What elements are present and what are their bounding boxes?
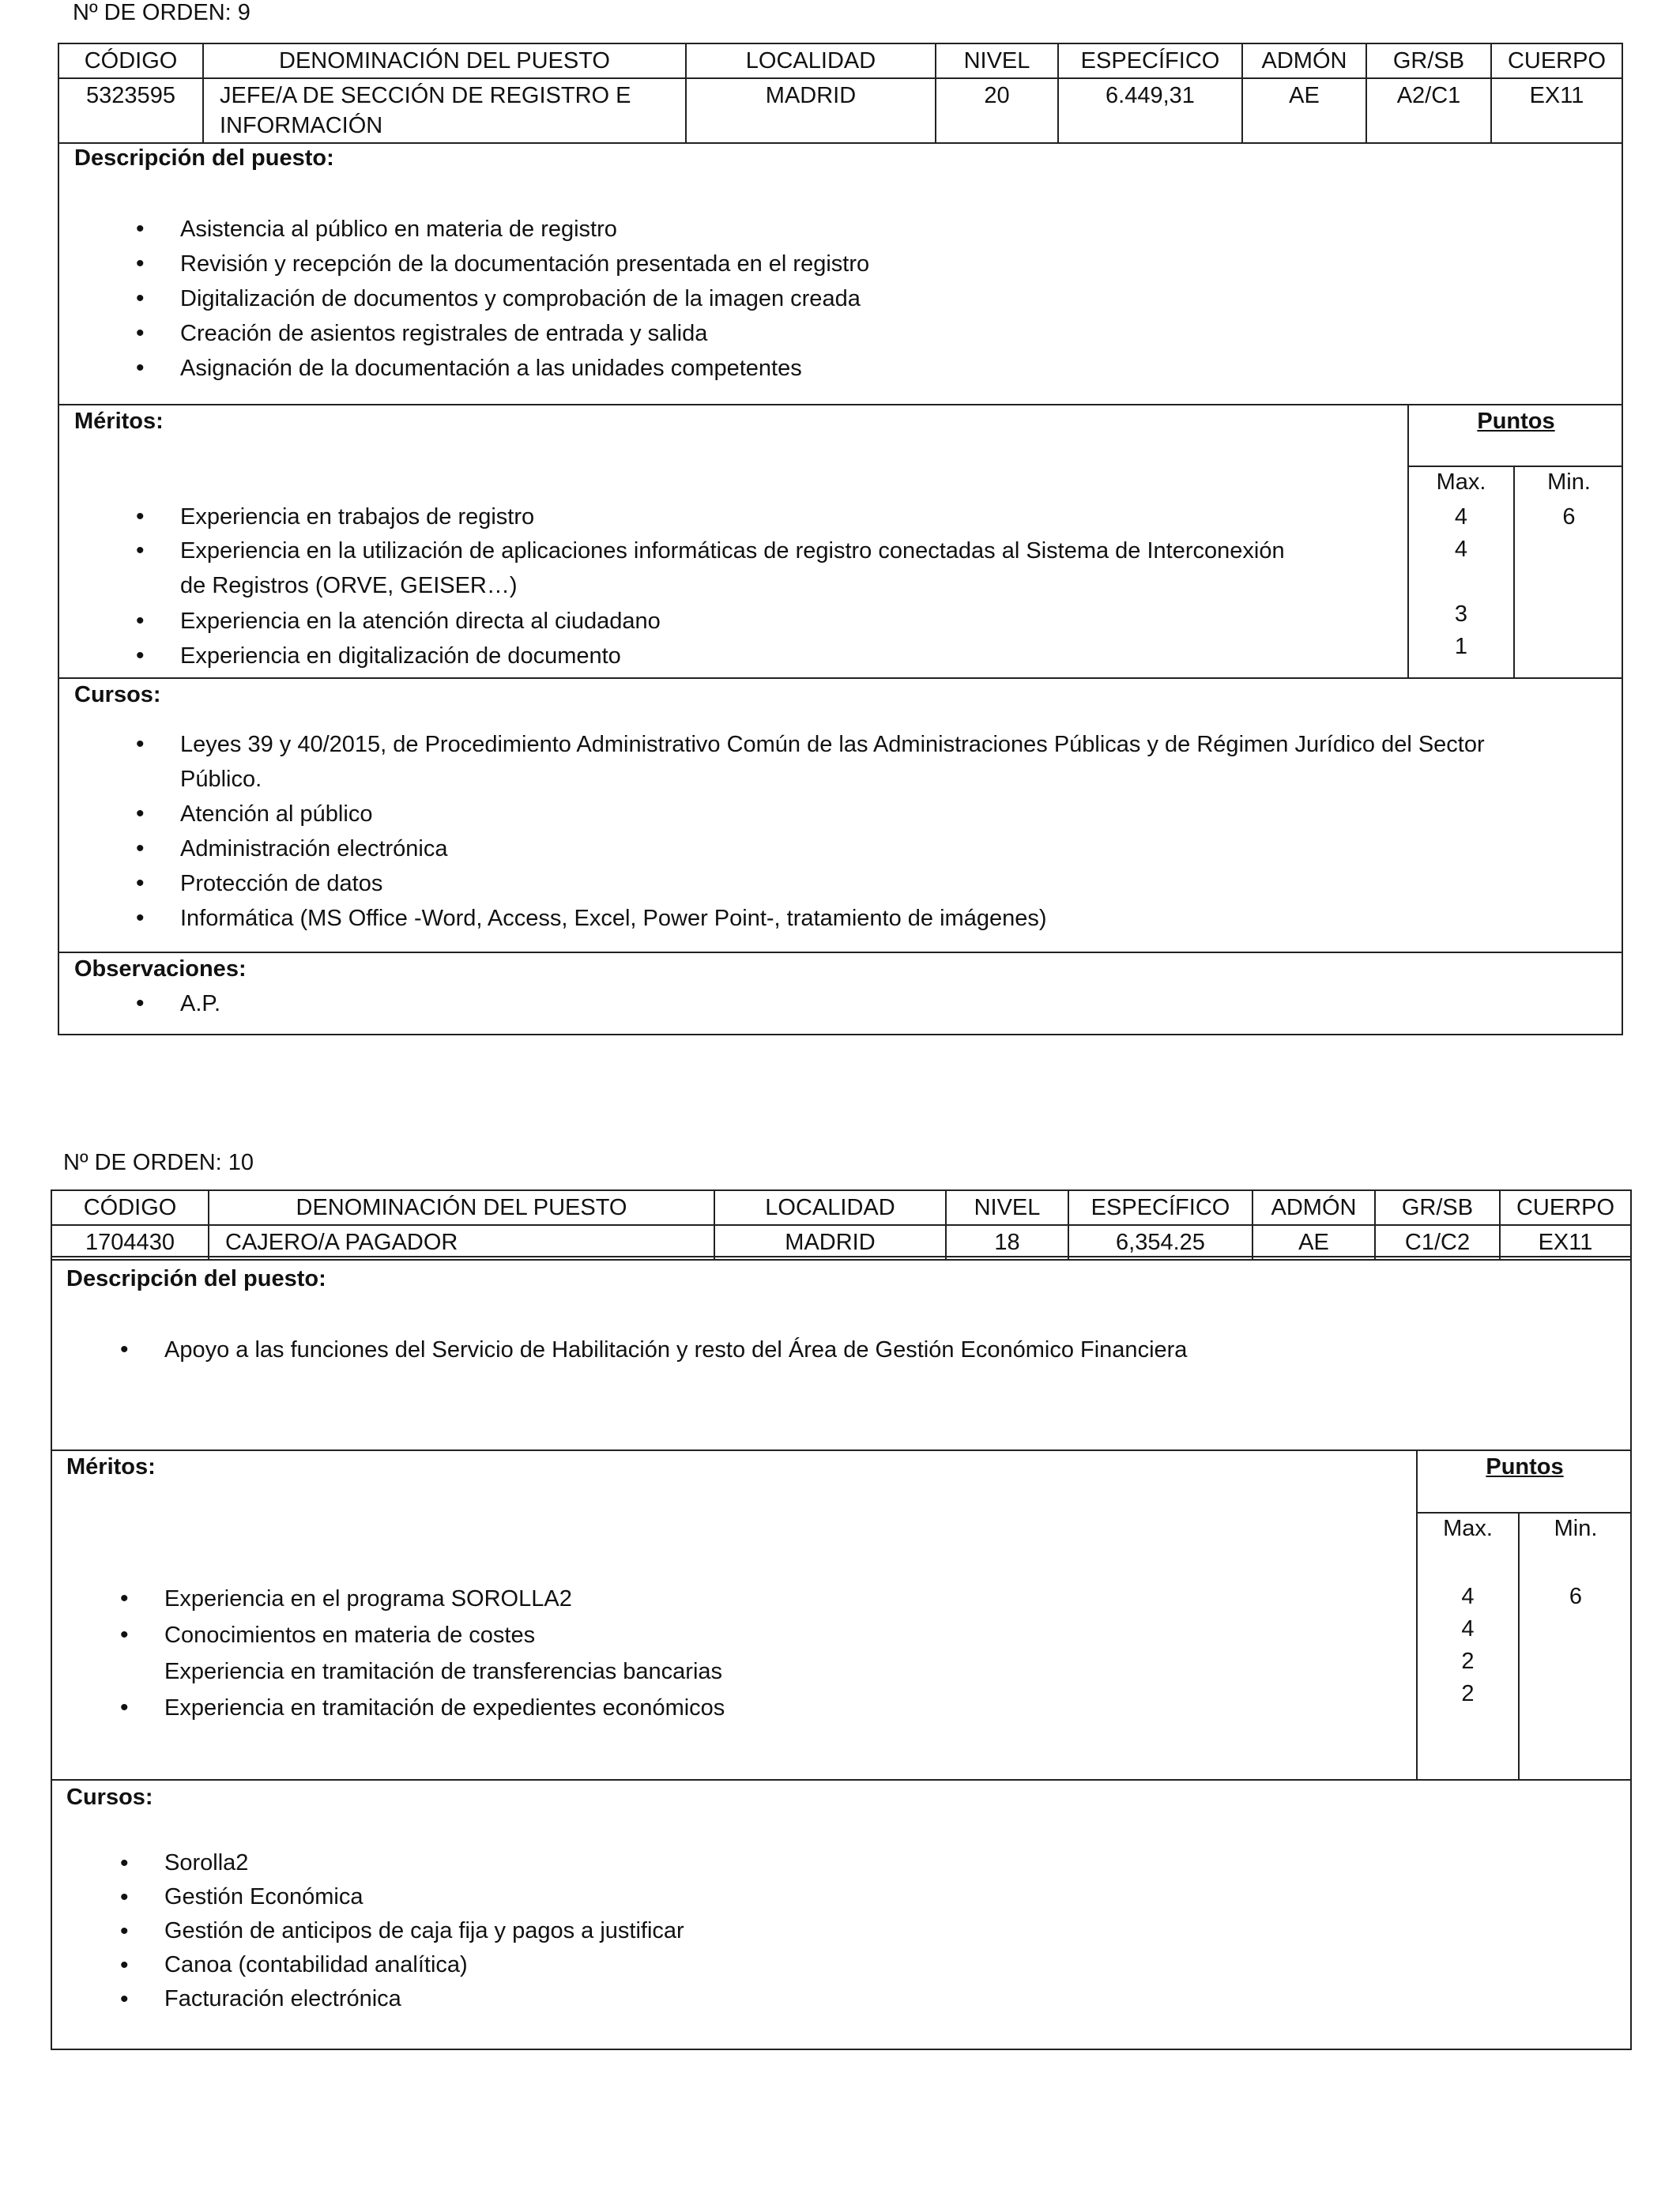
max-value: [1409, 566, 1513, 598]
header-row: [58, 43, 1622, 78]
puntos-heading: Puntos: [1486, 1454, 1564, 1480]
divider: [51, 1449, 1632, 1451]
grsb-value: C1/C2: [1375, 1225, 1500, 1260]
denominacion-value: [203, 78, 686, 143]
max-value: 2: [1461, 1681, 1475, 1706]
max-value: 4: [1461, 1616, 1475, 1642]
max-value: 3: [1454, 601, 1468, 627]
col-grsb: GR/SB: [1375, 1190, 1500, 1225]
nivel-value: 18: [946, 1225, 1068, 1260]
min-points-column: [1520, 1581, 1632, 1613]
list-item: • Informática (MS Office -Word, Access, Excel, Power Point-, tratamiento de imágenes): [74, 901, 1615, 936]
col-grsb: GR/SB: [1366, 43, 1491, 78]
meritos-heading: Méritos:: [66, 1454, 156, 1480]
col-admon: ADMÓN: [1252, 1190, 1375, 1225]
col-denominacion: DENOMINACIÓN DEL PUESTO: [209, 1190, 714, 1225]
col-cuerpo: CUERPO: [1500, 1190, 1631, 1225]
divider: [1416, 1512, 1632, 1514]
list-item: • Protección de datos: [74, 866, 1615, 901]
col-admon: ADMÓN: [1242, 43, 1366, 78]
max-points-column: [1418, 1581, 1518, 1710]
col-codigo: CÓDIGO: [58, 43, 203, 78]
localidad-value: MADRID: [686, 78, 936, 143]
admon-value: AE: [1242, 78, 1366, 143]
list-item: • Gestión Económica: [58, 1880, 1599, 1914]
list-item: • Canoa (contabilidad analítica): [58, 1948, 1599, 1982]
list-item: • Gestión de anticipos de caja fija y pagos a justificar: [58, 1914, 1599, 1948]
list-item: • Leyes 39 y 40/2015, de Procedimiento Administrativo Común de las Administraciones Públicas y de Régimen Jurídico del Sector: [74, 727, 1615, 762]
max-heading: Max.: [1443, 1516, 1493, 1541]
max-value: 2: [1461, 1649, 1475, 1674]
localidad-value: MADRID: [714, 1225, 946, 1260]
max-value: 1: [1454, 634, 1468, 659]
meritos-list: [74, 499, 1394, 673]
cursos-heading: Cursos:: [66, 1785, 153, 1810]
nivel-value: 20: [936, 78, 1058, 143]
col-denominacion: DENOMINACIÓN DEL PUESTO: [203, 43, 686, 78]
list-item: • Asignación de la documentación a las unidades competentes: [74, 351, 1576, 386]
list-item: • Experiencia en digitalización de documento: [74, 639, 1394, 673]
observaciones-list: [74, 986, 1576, 1021]
list-item: • Facturación electrónica: [58, 1982, 1599, 2016]
meritos-heading: Méritos:: [74, 409, 164, 434]
post-header-table: [58, 43, 1623, 144]
list-item: • Experiencia en la utilización de aplicaciones informáticas de registro conectadas al Sistema de Interconexión: [74, 534, 1394, 567]
max-value: 4: [1454, 504, 1468, 530]
cursos-heading: Cursos:: [74, 682, 161, 707]
col-cuerpo: CUERPO: [1491, 43, 1622, 78]
max-value: 4: [1461, 1584, 1475, 1609]
divider: [1407, 466, 1623, 467]
max-value: 4: [1454, 537, 1468, 562]
codigo-value: 1704430: [51, 1225, 209, 1260]
denominacion-line-2: INFORMACIÓN: [220, 113, 383, 138]
descripcion-list: [58, 1333, 1599, 1367]
divider: [1513, 466, 1515, 678]
col-localidad: LOCALIDAD: [686, 43, 936, 78]
cursos-list-10: [58, 1846, 1599, 2016]
data-row: [51, 1225, 1631, 1260]
divider: [58, 404, 1623, 405]
order-number: Nº DE ORDEN: 9: [73, 0, 250, 25]
puntos-heading: Puntos: [1477, 409, 1555, 434]
divider: [51, 1779, 1632, 1781]
min-heading: Min.: [1554, 1516, 1598, 1541]
order-number: Nº DE ORDEN: 10: [63, 1150, 254, 1175]
data-row: [58, 78, 1622, 143]
list-item: • Sorolla2: [58, 1846, 1599, 1880]
list-item: • Atención al público: [74, 797, 1615, 831]
list-item: • Conocimientos en materia de costes: [58, 1617, 1402, 1653]
list-item: • Creación de asientos registrales de entrada y salida: [74, 316, 1576, 351]
col-nivel: NIVEL: [936, 43, 1058, 78]
list-item: de Registros (ORVE, GEISER…): [180, 573, 518, 598]
list-item: • Apoyo a las funciones del Servicio de Habilitación y resto del Área de Gestión Económico Financiera: [58, 1333, 1599, 1367]
list-item: • Experiencia en el programa SOROLLA2: [58, 1581, 1402, 1617]
col-localidad: LOCALIDAD: [714, 1190, 946, 1225]
cursos-list: [74, 727, 1615, 936]
denominacion-line-1: JEFE/A DE SECCIÓN DE REGISTRO E: [220, 83, 631, 108]
list-item: • A.P.: [74, 986, 1576, 1021]
list-item: • Experiencia en la atención directa al ciudadano: [74, 604, 1394, 639]
cuerpo-value: EX11: [1491, 78, 1622, 143]
descripcion-list: [74, 212, 1576, 386]
col-especifico: ESPECÍFICO: [1068, 1190, 1252, 1225]
list-item: • Experiencia en trabajos de registro: [74, 499, 1394, 534]
list-item: Público.: [180, 767, 262, 792]
list-item: • Digitalización de documentos y comprobación de la imagen creada: [74, 281, 1576, 316]
divider: [58, 952, 1623, 953]
list-item: • Asistencia al público en materia de registro: [74, 212, 1576, 247]
descripcion-heading: Descripción del puesto:: [74, 145, 334, 171]
denominacion-value: CAJERO/A PAGADOR: [209, 1225, 714, 1260]
grsb-value: A2/C1: [1366, 78, 1491, 143]
max-points-column: [1409, 501, 1513, 663]
list-item: Experiencia en tramitación de transferencias bancarias: [164, 1659, 723, 1684]
divider: [58, 677, 1623, 679]
list-item: • Administración electrónica: [74, 831, 1615, 866]
header-row: [51, 1190, 1631, 1225]
meritos-list: [58, 1581, 1402, 1726]
especifico-value: 6.449,31: [1058, 78, 1242, 143]
col-codigo: CÓDIGO: [51, 1190, 209, 1225]
list-item: • Experiencia en tramitación de expedientes económicos: [58, 1690, 1402, 1726]
divider: [1518, 1513, 1520, 1780]
list-item: • Revisión y recepción de la documentación presentada en el registro: [74, 247, 1576, 281]
max-heading: Max.: [1436, 469, 1486, 495]
especifico-value: 6,354.25: [1068, 1225, 1252, 1260]
min-points-column: [1515, 501, 1623, 533]
min-value: 6: [1569, 1584, 1583, 1609]
admon-value: AE: [1252, 1225, 1375, 1260]
cuerpo-value: EX11: [1500, 1225, 1631, 1260]
observaciones-heading: Observaciones:: [74, 956, 247, 982]
post-header-table: [51, 1189, 1632, 1261]
min-heading: Min.: [1547, 469, 1591, 495]
min-value: 6: [1562, 504, 1576, 530]
col-especifico: ESPECÍFICO: [1058, 43, 1242, 78]
codigo-value: 5323595: [58, 78, 203, 143]
col-nivel: NIVEL: [946, 1190, 1068, 1225]
descripcion-heading: Descripción del puesto:: [66, 1266, 326, 1291]
